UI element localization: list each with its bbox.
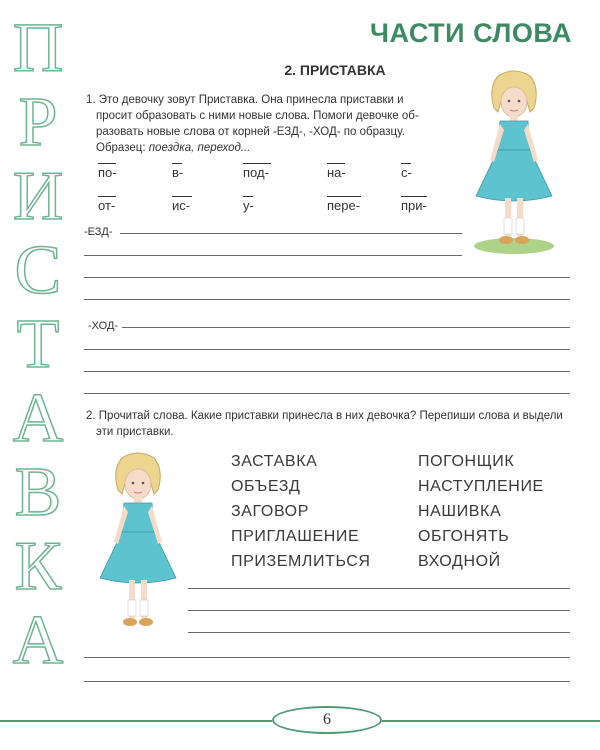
writing-line[interactable] (188, 610, 570, 611)
prefix-mark (243, 163, 271, 164)
prefix-mark (172, 196, 192, 197)
page-header-title: ЧАСТИ СЛОВА (370, 18, 572, 48)
prefix: пере- (327, 198, 361, 213)
prefix: по- (98, 165, 117, 180)
writing-line[interactable] (84, 393, 570, 394)
writing-line[interactable] (84, 299, 570, 300)
word: ПРИЗЕМЛИТЬСЯ (231, 553, 371, 570)
task2-line: 2. Прочитай слова. Какие приставки принесла в них девочка? Перепиши слова и выдели (86, 410, 563, 422)
task2-text (86, 408, 576, 440)
root-hod-label: -ХОД- (88, 320, 119, 332)
prefix-mark (327, 163, 345, 164)
example-value: поездка, переход... (148, 142, 251, 154)
task1-line: разовать новые слова от корней -ЕЗД-, -ХОД- по образцу. (96, 126, 405, 138)
task1-line: просит образовать с ними новые слова. Помоги девочке об- (96, 110, 419, 122)
prefix: у- (243, 198, 254, 213)
word: ПОГОНЩИК (418, 453, 515, 470)
prefix-mark (172, 163, 182, 164)
writing-line[interactable] (188, 588, 570, 589)
word: ОБГОНЯТЬ (418, 528, 510, 545)
word: ПРИГЛАШЕНИЕ (231, 528, 360, 545)
word: НАСТУПЛЕНИЕ (418, 478, 544, 495)
writing-line[interactable] (84, 657, 570, 658)
word: ОБЪЕЗД (231, 478, 301, 495)
word: НАШИВКА (418, 503, 502, 520)
side-letter: Т (16, 306, 60, 383)
prefix: на- (327, 165, 346, 180)
writing-line[interactable] (84, 349, 570, 350)
task1-text (86, 92, 456, 156)
side-letter: С (14, 232, 62, 309)
prefix-mark (243, 196, 253, 197)
root-ezd-label: -ЕЗД- (84, 226, 113, 238)
side-letter: В (14, 454, 62, 531)
writing-line[interactable] (84, 255, 462, 256)
example-label: Образец: (96, 142, 149, 154)
task1-line: 1. Это девочку зовут Приставка. Она принесла приставки и (86, 94, 404, 106)
side-letter: А (12, 380, 64, 457)
writing-line[interactable] (120, 233, 462, 234)
section-title: 2. ПРИСТАВКА (284, 62, 386, 78)
prefix: при- (401, 198, 427, 213)
prefix: ис- (172, 198, 191, 213)
word: ВХОДНОЙ (418, 553, 501, 570)
side-letter: А (12, 602, 64, 679)
footer-line-left (0, 720, 272, 722)
writing-line[interactable] (84, 371, 570, 372)
writing-line[interactable] (122, 327, 570, 328)
side-letter: К (14, 528, 62, 605)
prefix-mark (98, 196, 116, 197)
writing-line[interactable] (188, 632, 570, 633)
prefix-mark (401, 163, 411, 164)
task1-example (86, 140, 456, 156)
prefix: с- (401, 165, 412, 180)
task2-line: эти приставки. (96, 426, 174, 438)
prefix-mark (327, 196, 361, 197)
prefix-mark (98, 163, 116, 164)
footer-line-right (382, 720, 600, 722)
side-letter: Р (18, 84, 58, 161)
writing-line[interactable] (84, 277, 570, 278)
writing-line[interactable] (84, 681, 570, 682)
page-number: 6 (272, 706, 382, 734)
prefix-mark (401, 196, 427, 197)
side-letter: П (12, 10, 64, 87)
word: ЗАГОВОР (231, 503, 310, 520)
side-letter: И (12, 158, 64, 235)
girl-illustration-bottom (92, 450, 184, 640)
word: ЗАСТАВКА (231, 453, 318, 470)
prefix: в- (172, 165, 184, 180)
prefix: под- (243, 165, 269, 180)
girl-illustration-top (468, 68, 560, 258)
prefix: от- (98, 198, 116, 213)
